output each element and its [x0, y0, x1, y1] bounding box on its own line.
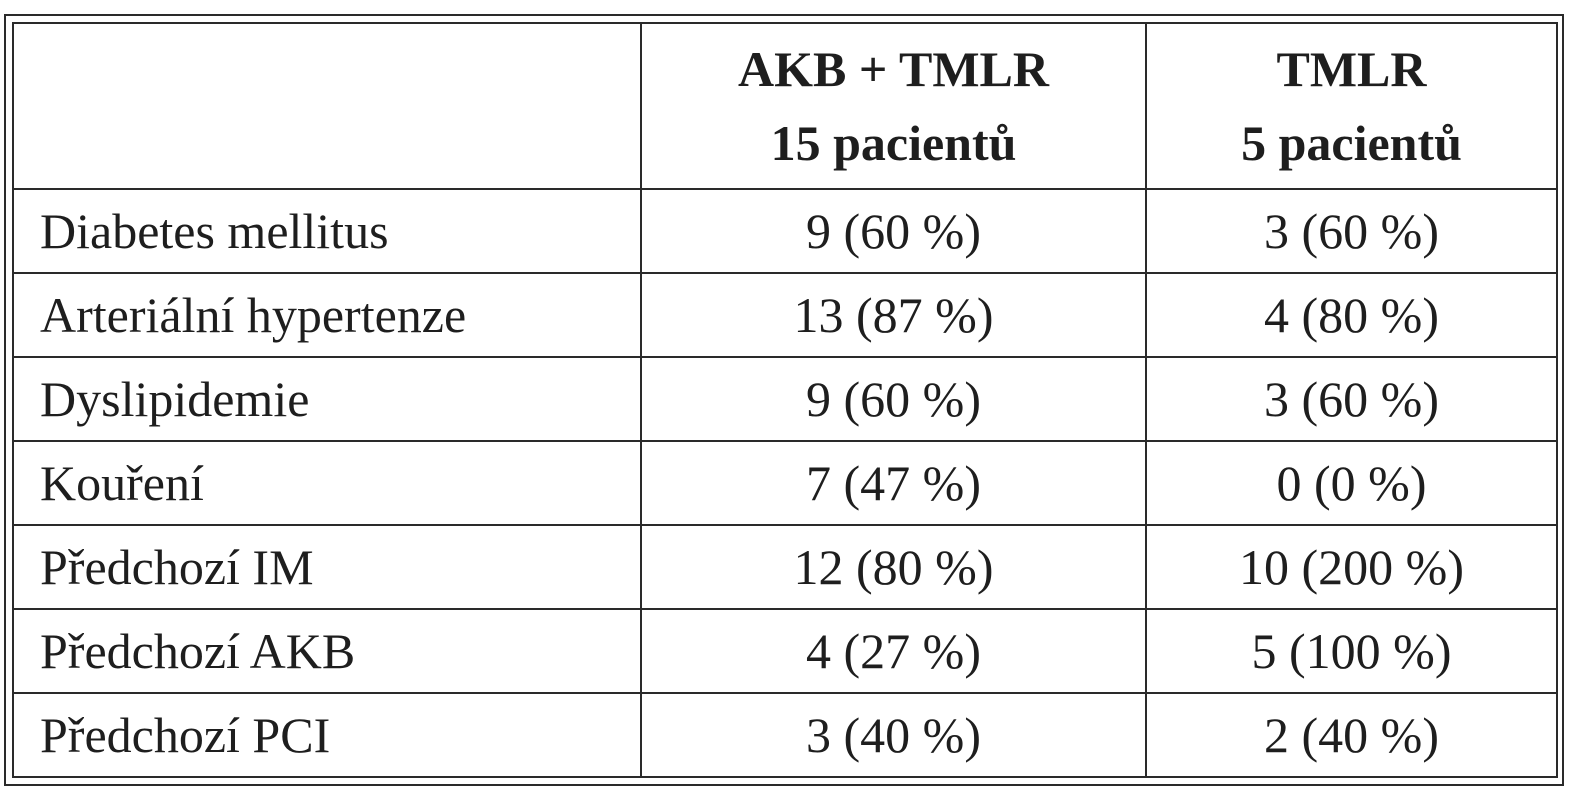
risk-factors-table [12, 22, 1558, 778]
table-row [13, 525, 1557, 609]
value-akb-tmlr: 3 (40 %) [641, 693, 1146, 777]
table-row [13, 189, 1557, 273]
value-tmlr: 2 (40 %) [1146, 693, 1557, 777]
row-label: Předchozí AKB [13, 609, 641, 693]
header-tmlr-subtitle: 5 pacientů [1241, 114, 1462, 171]
header-akb-tmlr-subtitle: 15 pacientů [770, 114, 1017, 171]
header-akb-tmlr [641, 23, 1146, 189]
row-label: Předchozí PCI [13, 693, 641, 777]
value-tmlr: 10 (200 %) [1146, 525, 1557, 609]
header-tmlr-title: TMLR [1276, 40, 1427, 97]
row-label: Kouření [13, 441, 641, 525]
table-header-row [13, 23, 1557, 189]
table-row [13, 273, 1557, 357]
value-tmlr: 3 (60 %) [1146, 357, 1557, 441]
table-row [13, 441, 1557, 525]
header-akb-tmlr-title: AKB + TMLR [738, 40, 1049, 97]
table-row [13, 357, 1557, 441]
row-label: Dyslipidemie [13, 357, 641, 441]
table-row [13, 609, 1557, 693]
table-row [13, 693, 1557, 777]
header-empty-cell [13, 23, 641, 189]
value-akb-tmlr: 9 (60 %) [641, 189, 1146, 273]
row-label: Předchozí IM [13, 525, 641, 609]
value-tmlr: 0 (0 %) [1146, 441, 1557, 525]
value-akb-tmlr: 13 (87 %) [641, 273, 1146, 357]
header-tmlr [1146, 23, 1557, 189]
value-tmlr: 4 (80 %) [1146, 273, 1557, 357]
value-akb-tmlr: 9 (60 %) [641, 357, 1146, 441]
value-akb-tmlr: 7 (47 %) [641, 441, 1146, 525]
row-label: Arteriální hypertenze [13, 273, 641, 357]
value-tmlr: 5 (100 %) [1146, 609, 1557, 693]
value-akb-tmlr: 12 (80 %) [641, 525, 1146, 609]
value-akb-tmlr: 4 (27 %) [641, 609, 1146, 693]
value-tmlr: 3 (60 %) [1146, 189, 1557, 273]
row-label: Diabetes mellitus [13, 189, 641, 273]
